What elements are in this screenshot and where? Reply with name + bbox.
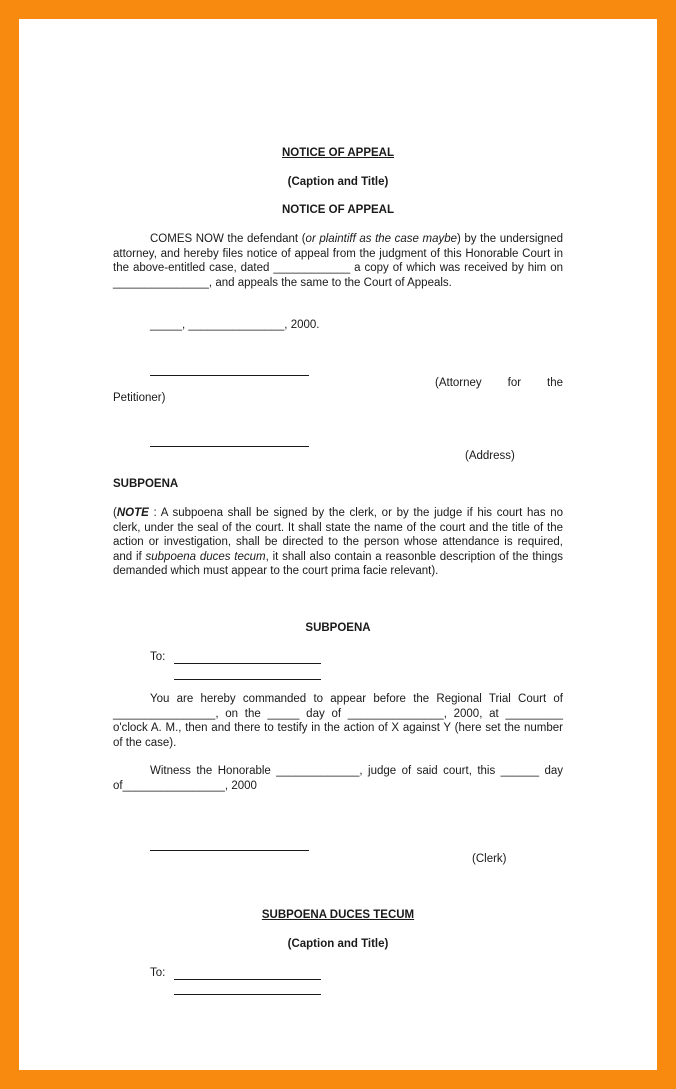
duces-tecum-to-line-2: [174, 994, 321, 995]
duces-tecum-title: SUBPOENA DUCES TECUM: [261, 909, 415, 921]
attorney-label-block: (Attorney for the Petitioner): [113, 377, 563, 404]
document-page: [19, 19, 657, 1070]
subpoena-paragraph-2: Witness the Honorable _____________, judge of said court, this ______ day of________________, 2000: [113, 765, 563, 792]
subpoena-paragraph-1: You are hereby commanded to appear before the Regional Trial Court of ________________, on the _____ day of _______________, 2000, at _________ o'clock A. M., then and there to testify in the action of X against Y (here set the number of the case).: [113, 693, 563, 749]
notice-title: NOTICE OF APPEAL: [281, 204, 395, 216]
address-label: (Address): [465, 450, 515, 462]
duces-tecum-to-label: To:: [150, 967, 166, 979]
subpoena-note-heading: SUBPOENA: [113, 478, 179, 490]
notice-heading: NOTICE OF APPEAL: [281, 147, 395, 159]
subpoena-note-paragraph: (NOTE : A subpoena shall be signed by the clerk, or by the judge if his court has no clerk, under the seal of the court. It shall state the name of the court and the title of the action or investigation, shall be directed to the person whose attendance is required, and if subpoena duces tecum, it shall also contain a reasonble description of the things demanded which must appear to the court prima facie relevant).: [113, 507, 564, 578]
clerk-label: (Clerk): [472, 853, 507, 865]
clerk-signature-line: [150, 850, 309, 851]
subpoena-to-label: To:: [150, 651, 166, 663]
subpoena-to-line-2: [174, 679, 321, 680]
notice-paragraph: COMES NOW the defendant (or plaintiff as the case maybe) by the undersigned attorney, and hereby files notice of appeal from the judgment of this Honorable Court in the above-entitled case, dated ____________ a copy of which was received by him on _______________, and appeals the same to the Court of Appeals.: [113, 233, 563, 289]
notice-caption: (Caption and Title): [287, 176, 389, 188]
subpoena-to-line-1: [174, 663, 321, 664]
address-signature-line: [150, 446, 309, 447]
duces-tecum-to-line-1: [174, 979, 321, 980]
subpoena-title: SUBPOENA: [305, 622, 371, 634]
duces-tecum-caption: (Caption and Title): [287, 938, 389, 950]
notice-date-line: _____, _______________, 2000.: [150, 319, 320, 331]
